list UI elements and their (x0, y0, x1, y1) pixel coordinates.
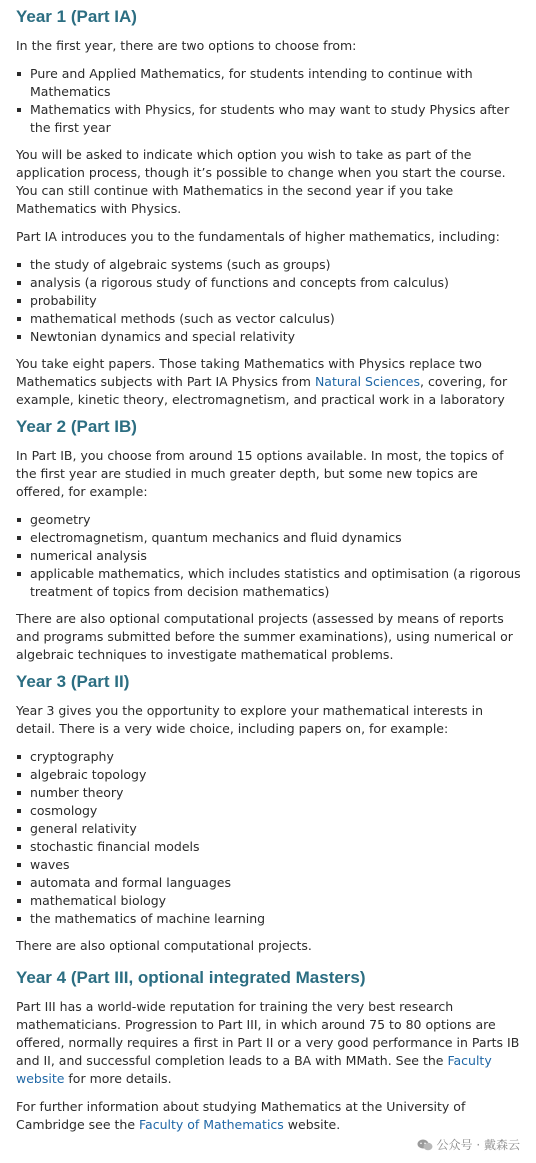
wechat-icon (417, 1139, 433, 1151)
year1-options-list (16, 65, 522, 137)
year1-intro: In the first year, there are two options to choose from: (16, 38, 357, 53)
list-item: cryptography (16, 748, 522, 766)
year4-text: Part III has a world-wide reputation for training the very best research mathematicians. Progression to Part III, in which around 75 to 80 options are offered, normally requires a first in Part II or a very good performance in Parts IB and II, and successful completion leads to a BA with MMath. See the Faculty website for more details. (16, 999, 520, 1086)
year1-fundamentals-intro: Part IA introduces you to the fundamentals of higher mathematics, including: (16, 229, 500, 244)
faculty-website-link[interactable]: Faculty website (16, 1053, 492, 1086)
year2-heading: Year 2 (Part IB) (16, 417, 137, 436)
year2-intro: In Part IB, you choose from around 15 options available. In most, the topics of the first year are studied in much greater depth, but some new topics are offered, for example: (16, 448, 504, 499)
year3-topics-list (16, 748, 522, 928)
faculty-of-mathematics-link[interactable]: Faculty of Mathematics (139, 1117, 284, 1132)
list-item: Mathematics with Physics, for students who may want to study Physics after the first year (16, 101, 522, 137)
year4-heading: Year 4 (Part III, optional integrated Masters) (16, 968, 366, 987)
list-item: the mathematics of machine learning (16, 910, 522, 928)
list-item: geometry (16, 511, 522, 529)
year1-topics-list (16, 256, 522, 346)
year2-topics-list (16, 511, 522, 601)
list-item: Pure and Applied Mathematics, for students intending to continue with Mathematics (16, 65, 522, 101)
list-item: waves (16, 856, 522, 874)
watermark-text: 公众号 · 戴森云 (436, 1138, 520, 1152)
year3-projects: There are also optional computational projects. (16, 938, 312, 953)
year2-projects: There are also optional computational projects (assessed by means of reports and programs submitted before the summer examinations), using numerical or algebraic techniques to investigate mathematical problems. (16, 611, 513, 662)
year1-heading: Year 1 (Part IA) (16, 7, 137, 26)
list-item: mathematical biology (16, 892, 522, 910)
list-item: analysis (a rigorous study of functions and concepts from calculus) (16, 274, 522, 292)
list-item: applicable mathematics, which includes statistics and optimisation (a rigorous treatment of topics from decision mathematics) (16, 565, 522, 601)
year3-intro: Year 3 gives you the opportunity to explore your mathematical interests in detail. There is a very wide choice, including papers on, for example: (16, 703, 483, 736)
list-item: numerical analysis (16, 547, 522, 565)
list-item: electromagnetism, quantum mechanics and fluid dynamics (16, 529, 522, 547)
list-item: Newtonian dynamics and special relativity (16, 328, 522, 346)
natural-sciences-link[interactable]: Natural Sciences (314, 374, 421, 389)
year1-papers-text: You take eight papers. Those taking Mathematics with Physics replace two Mathematics subjects with Part IA Physics from Natural Sciences, covering, for example, kinetic theory, electromagnetism, and practical work in a laboratory (16, 356, 508, 407)
list-item: general relativity (16, 820, 522, 838)
list-item: number theory (16, 784, 522, 802)
year3-heading: Year 3 (Part II) (16, 672, 130, 691)
list-item: mathematical methods (such as vector calculus) (16, 310, 522, 328)
further-info: For further information about studying Mathematics at the University of Cambridge see the Faculty of Mathematics website. (16, 1099, 466, 1132)
list-item: stochastic financial models (16, 838, 522, 856)
list-item: the study of algebraic systems (such as groups) (16, 256, 522, 274)
list-item: probability (16, 292, 522, 310)
list-item: cosmology (16, 802, 522, 820)
list-item: algebraic topology (16, 766, 522, 784)
list-item: automata and formal languages (16, 874, 522, 892)
year1-choice-text: You will be asked to indicate which option you wish to take as part of the application process, though it’s possible to change when you start the course. You can still continue with Mathematics in the second year if you take Mathematics with Physics. (16, 147, 506, 216)
watermark (417, 1136, 520, 1153)
